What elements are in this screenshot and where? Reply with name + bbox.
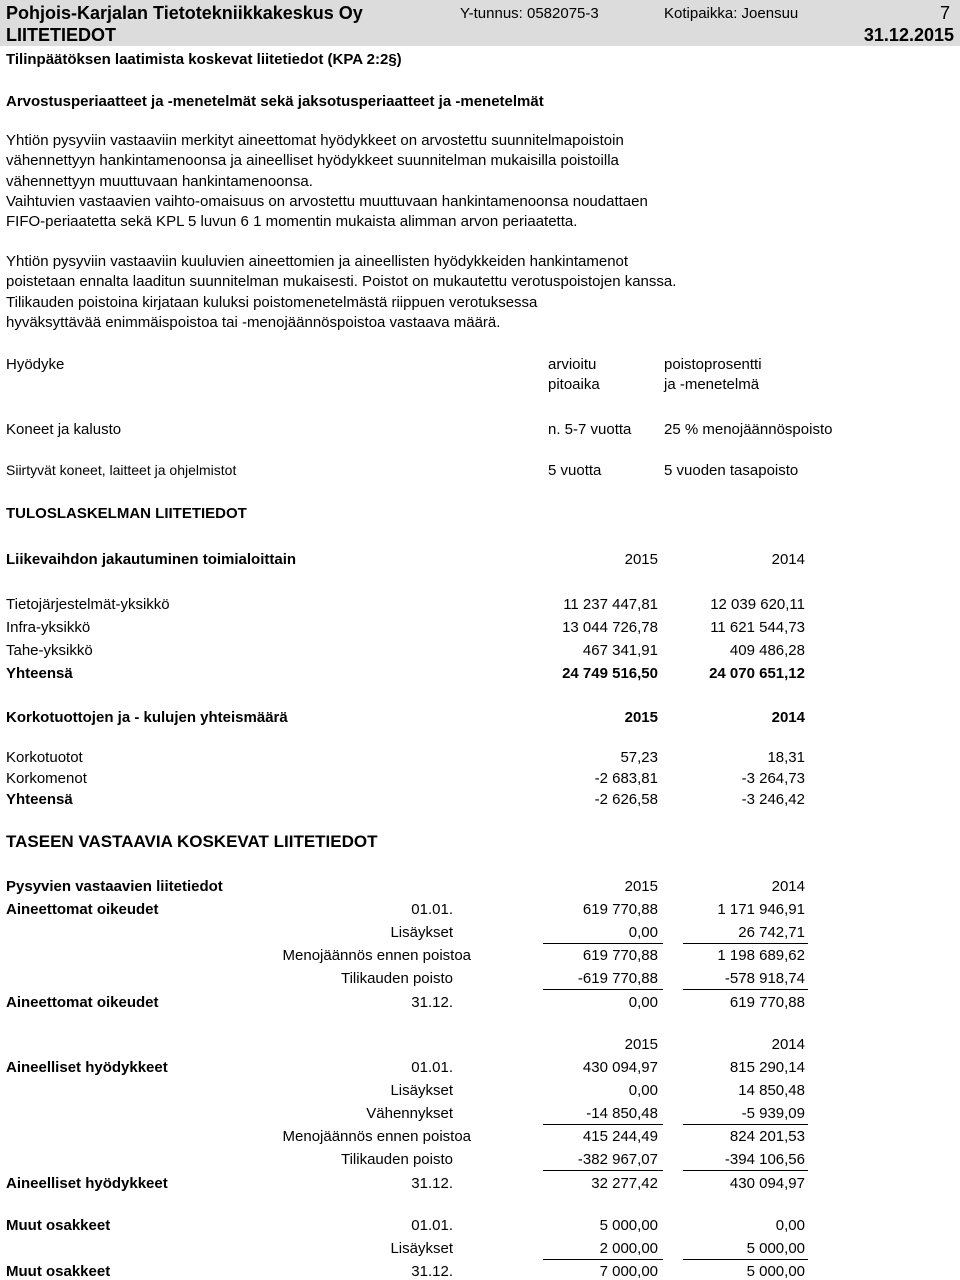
row-label: Menojäännös ennen poistoa	[282, 1128, 471, 1145]
row-label: Lisäykset	[390, 1082, 453, 1099]
value-2015: 0,00	[628, 1082, 658, 1099]
value-2014: 1 171 946,91	[717, 901, 805, 918]
paragraph-line: Yhtiön pysyviin vastaaviin merkityt aineettomat hyödykkeet on arvostettu suunnitelmapoistoin	[6, 132, 624, 149]
value-2015: 430 094,97	[582, 1059, 658, 1076]
paragraph-line: Vaihtuvien vastaavien vaihto-omaisuus on arvostettu muuttuvaan hankintamenoonsa noudattaen	[6, 192, 648, 210]
asset-name: Koneet ja kalusto	[6, 421, 122, 438]
value-2014: 12 039 620,11	[710, 596, 805, 613]
closing-date: 31.12.	[411, 1175, 453, 1192]
paragraph-line: Tilikauden poistoina kirjataan kuluksi poistomenetelmästä riippuen verotuksessa	[6, 293, 538, 311]
value-2014: 815 290,14	[729, 1059, 805, 1076]
year-2015: 2015	[624, 878, 658, 895]
value-2014: -394 106,56	[724, 1151, 805, 1168]
year-2015: 2015	[624, 1036, 658, 1053]
value-2015: 619 770,88	[582, 901, 658, 918]
total-2014: -3 246,42	[741, 791, 805, 808]
total-label: Yhteensä	[6, 791, 73, 808]
value-2015: 467 341,91	[582, 642, 658, 659]
asset-name: Siirtyvät koneet, laitteet ja ohjelmistot	[6, 462, 237, 478]
subtotal-rule	[543, 943, 663, 944]
value-2014: 430 094,97	[729, 1175, 805, 1192]
value-2014: 409 486,28	[729, 642, 805, 659]
value-2014: -578 918,74	[724, 970, 805, 987]
row-label: Tahe-yksikkö	[6, 642, 93, 659]
paragraph-line: hyväksyttävää enimmäispoistoa tai -menojäännöspoistoa vastaava määrä.	[6, 313, 501, 331]
value-2015: 11 237 447,81	[563, 596, 658, 613]
interest-title: Korkotuottojen ja - kulujen yhteismäärä	[6, 709, 288, 726]
opening-date: 01.01.	[411, 1217, 453, 1234]
value-2015: 0,00	[628, 994, 658, 1011]
row-label: Menojäännös ennen poistoa	[282, 947, 471, 964]
revenue-title: Liikevaihdon jakautuminen toimialoittain	[6, 551, 297, 568]
valuation-paragraph	[6, 131, 906, 232]
intangible-opening-label: Aineettomat oikeudet	[6, 901, 159, 918]
row-label: Tilikauden poisto	[340, 970, 453, 987]
depreciation-paragraph	[6, 252, 906, 333]
intangible-closing-label: Aineettomat oikeudet	[6, 994, 159, 1011]
value-2014: 11 621 544,73	[710, 619, 805, 636]
tangible-opening-label: Aineelliset hyödykkeet	[6, 1059, 168, 1076]
tangible-closing-label: Aineelliset hyödykkeet	[6, 1175, 168, 1192]
paragraph-line: vähennettyyn hankintamenoonsa ja aineelliset hyödykkeet suunnitelman mukaisilla poistoilla	[6, 152, 619, 170]
income-notes-heading: TULOSLASKELMAN LIITETIEDOT	[6, 505, 247, 522]
closing-date: 31.12.	[411, 994, 453, 1011]
row-label: Vähennykset	[366, 1105, 453, 1122]
value-2014: 0,00	[775, 1217, 805, 1234]
subtotal-rule	[683, 1124, 808, 1125]
domicile: Kotipaikka: Joensuu	[664, 5, 799, 22]
value-2014: 26 742,71	[738, 924, 805, 941]
value-2015: 2 000,00	[599, 1240, 658, 1257]
opening-date: 01.01.	[411, 1059, 453, 1076]
value-2015: 619 770,88	[582, 947, 658, 964]
asset-rate: 25 % menojäännöspoisto	[664, 421, 833, 438]
year-2014: 2014	[771, 878, 805, 895]
subtotal-rule	[683, 989, 808, 990]
col-rate-header: poistoprosentti	[664, 356, 762, 373]
statement-date: 31.12.2015	[863, 25, 954, 45]
value-2014: 824 201,53	[729, 1128, 805, 1145]
paragraph-line: poistetaan ennalta laaditun suunnitelman mukaisesti. Poistot on mukautettu verotuspoistojen kanssa.	[6, 273, 677, 291]
year-2014: 2014	[771, 551, 805, 568]
year-2014: 2014	[771, 709, 805, 726]
asset-life: 5 vuotta	[548, 462, 602, 479]
row-label: Lisäykset	[390, 1240, 453, 1257]
col-rate-header-2: ja -menetelmä	[664, 376, 760, 393]
row-label: Korkotuotot	[6, 749, 83, 766]
subtotal-rule	[543, 1124, 663, 1125]
value-2015: -382 967,07	[577, 1151, 658, 1168]
subtotal-rule	[683, 1170, 808, 1171]
row-label: Lisäykset	[390, 924, 453, 941]
value-2015: 32 277,42	[591, 1175, 658, 1192]
value-2015: -2 683,81	[594, 770, 658, 787]
value-2015: 13 044 726,78	[562, 619, 658, 636]
principles-heading: Arvostusperiaatteet ja -menetelmät sekä jaksotusperiaatteet ja -menetelmät	[6, 93, 544, 110]
row-label: Tietojärjestelmät-yksikkö	[6, 596, 170, 613]
asset-rate: 5 vuoden tasapoisto	[664, 462, 799, 479]
opening-date: 01.01.	[411, 901, 453, 918]
value-2015: 415 244,49	[582, 1128, 658, 1145]
value-2015: 57,23	[620, 749, 658, 766]
business-id: Y-tunnus: 0582075-3	[460, 5, 599, 22]
year-2014: 2014	[771, 1036, 805, 1053]
value-2015: 7 000,00	[599, 1263, 658, 1280]
shares-closing-label: Muut osakkeet	[6, 1263, 111, 1280]
total-2015: 24 749 516,50	[562, 665, 658, 682]
row-label: Korkomenot	[6, 770, 87, 787]
value-2015: -14 850,48	[586, 1105, 658, 1122]
value-2015: -619 770,88	[577, 970, 658, 987]
value-2014: 1 198 689,62	[717, 947, 805, 964]
total-2014: 24 070 651,12	[709, 665, 805, 682]
asset-life: n. 5-7 vuotta	[548, 421, 632, 438]
row-label: Infra-yksikkö	[6, 619, 91, 636]
subtotal-rule	[543, 1170, 663, 1171]
subtotal-rule	[543, 1259, 663, 1260]
page-number: 7	[940, 3, 951, 23]
value-2014: 14 850,48	[738, 1082, 805, 1099]
year-2015: 2015	[624, 551, 658, 568]
balance-notes-heading: TASEEN VASTAAVIA KOSKEVAT LIITETIEDOT	[6, 832, 378, 851]
year-2015: 2015	[624, 709, 658, 726]
company-name: Pohjois-Karjalan Tietotekniikkakeskus Oy	[6, 3, 363, 23]
subtotal-rule	[543, 989, 663, 990]
fixed-assets-title: Pysyvien vastaavien liitetiedot	[6, 878, 223, 895]
value-2014: -3 264,73	[741, 770, 805, 787]
subtotal-rule	[683, 943, 808, 944]
total-label: Yhteensä	[6, 665, 73, 682]
total-2015: -2 626,58	[594, 791, 658, 808]
row-label: Tilikauden poisto	[340, 1151, 453, 1168]
col-life-header: arvioitu	[548, 356, 597, 373]
value-2015: 5 000,00	[599, 1217, 658, 1234]
closing-date: 31.12.	[411, 1263, 453, 1280]
section-title: LIITETIEDOT	[6, 25, 116, 45]
value-2014: 619 770,88	[729, 994, 805, 1011]
rules-heading: Tilinpäätöksen laatimista koskevat liitetiedot (KPA 2:2§)	[6, 51, 402, 68]
paragraph-line: FIFO-periaatetta sekä KPL 5 luvun 6 1 momentin mukaista alimman arvon periaatetta.	[6, 213, 578, 231]
subtotal-rule	[683, 1259, 808, 1260]
value-2014: 5 000,00	[746, 1240, 805, 1257]
paragraph-line: vähennettyyn muuttuvaan hankintamenoonsa.	[6, 172, 313, 190]
col-life-header-2: pitoaika	[548, 376, 600, 393]
shares-opening-label: Muut osakkeet	[6, 1217, 111, 1234]
paragraph-line: Yhtiön pysyviin vastaaviin kuuluvien aineettomien ja aineellisten hyödykkeiden hankintamenot	[6, 253, 629, 270]
value-2015: 0,00	[628, 924, 658, 941]
value-2014: 5 000,00	[746, 1263, 805, 1280]
value-2014: -5 939,09	[741, 1105, 805, 1122]
col-asset-header: Hyödyke	[6, 356, 65, 373]
value-2014: 18,31	[767, 749, 805, 766]
